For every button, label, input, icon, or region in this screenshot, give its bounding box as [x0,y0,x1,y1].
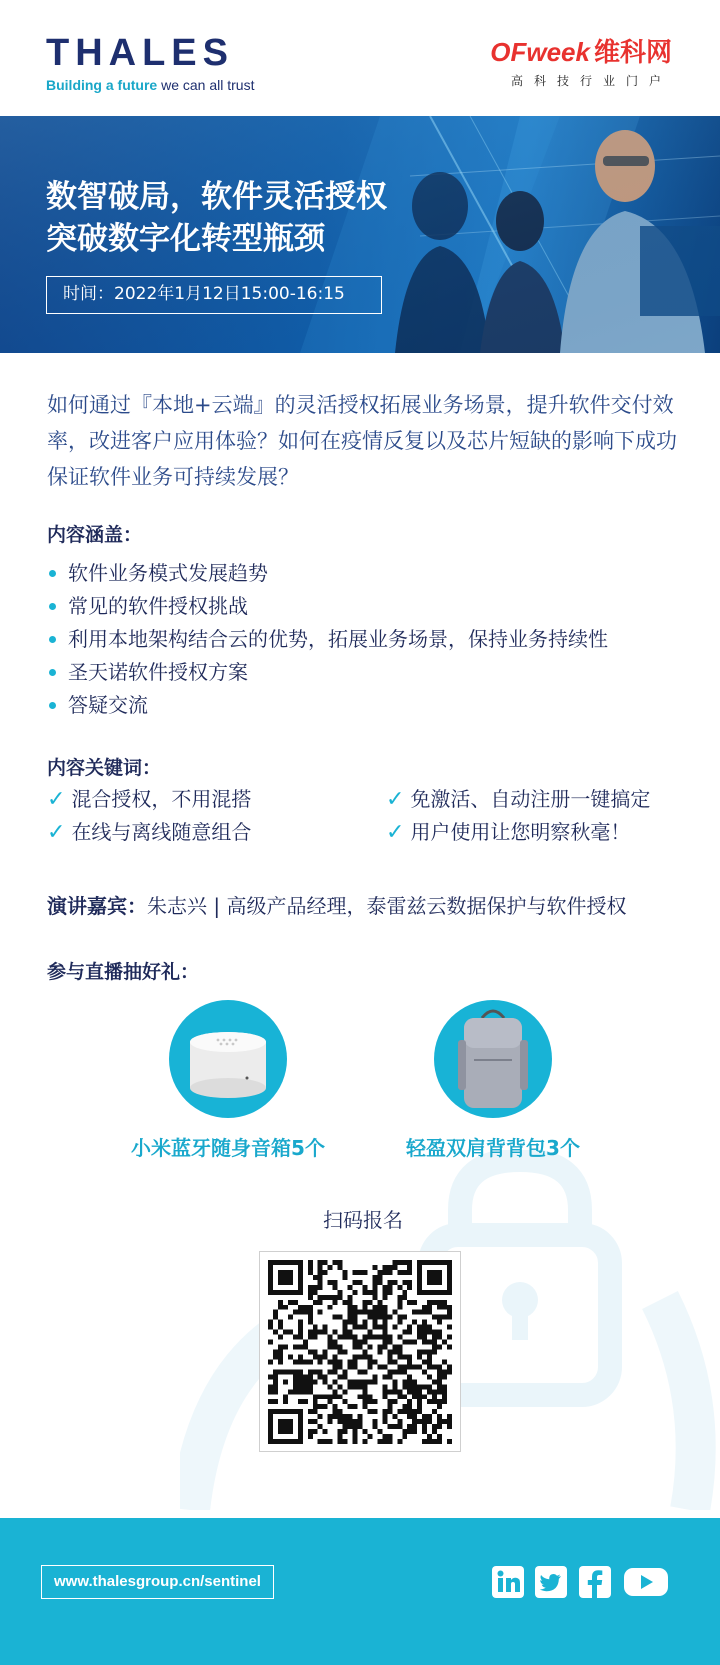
prize-speaker-label: 小米蓝牙随身音箱5个 [131,1136,325,1160]
list-item [47,623,608,656]
list-item-text: 圣天诺软件授权方案 [68,660,248,684]
event-title-line1: 数智破局，软件灵活授权 [46,179,387,215]
list-item-text: 软件业务模式发展趋势 [68,561,268,585]
speaker-info [47,890,626,919]
twitter-icon[interactable] [534,1565,568,1599]
ofweek-cn-name: 维科网 [593,37,672,67]
keyword-text: 免激活、自动注册一键搞定 [410,787,651,811]
list-item [47,590,608,623]
ofweek-subtitle: 高科技行业门户 [510,74,672,88]
intro-paragraph: 如何通过『本地+云端』的灵活授权拓展业务场景，提升软件交付效率，改进客户应用体验？如何在疫情反复以及芯片短缺的影响下成功保证软件业务可持续发展？ [47,393,677,489]
bullet-dot [49,702,56,709]
registration-qr-code[interactable] [259,1251,461,1452]
coverage-title: 内容涵盖： [47,524,143,546]
thales-logo [46,34,254,93]
thales-tagline [46,77,254,93]
keyword-item [47,816,251,849]
list-item [47,656,608,689]
keyword-text: 在线与离线随意组合 [71,820,252,844]
keyword-item [386,783,650,816]
list-item-text: 答疑交流 [68,693,148,717]
linkedin-icon[interactable] [491,1565,525,1599]
event-time: 时间：2022年1月12日15:00-16:15 [46,276,382,314]
list-item [47,557,608,590]
bullet-dot [49,669,56,676]
speaker-icon [169,1000,287,1118]
hero-banner [0,116,720,353]
list-item [47,689,608,722]
speaker-label: 演讲嘉宾： [47,894,147,918]
bullet-dot [49,570,56,577]
qr-code-icon [268,1260,452,1444]
check-icon: ✓ [386,787,405,812]
keyword-text: 用户使用让您明察秋毫！ [410,820,631,844]
youtube-icon[interactable] [623,1565,669,1599]
page-header [0,0,720,116]
qr-modules [268,1260,452,1444]
ofweek-brand [490,38,672,66]
speaker-value: 朱志兴 | 高级产品经理，泰雷兹云数据保护与软件授权 [147,894,627,918]
event-title-line2: 突破数字化转型瓶颈 [46,221,325,257]
tagline-rest: we can all trust [157,77,255,93]
prize-backpack-label: 轻盈双肩背背包3个 [406,1136,580,1160]
backpack-prize-image [434,1000,552,1118]
tagline-highlight: Building a future [46,77,158,93]
list-item-text: 常见的软件授权挑战 [68,594,248,618]
keyword-item [386,816,630,849]
ofweek-wordmark: OFweek [490,37,590,67]
thales-wordmark: THALES [46,32,234,74]
keyword-item [47,783,251,816]
check-icon: ✓ [47,787,66,812]
event-title [46,176,387,260]
check-icon: ✓ [47,820,66,845]
register-label: 扫码报名 [323,1208,403,1232]
coverage-list [47,557,608,722]
prizes-title: 参与直播抽好礼： [47,961,200,983]
keyword-text: 混合授权，不用混搭 [71,787,252,811]
website-link[interactable]: www.thalesgroup.cn/sentinel [41,1565,274,1599]
list-item-text: 利用本地架构结合云的优势，拓展业务场景，保持业务持续性 [68,627,608,651]
bullet-dot [49,636,56,643]
backpack-icon [434,1000,552,1118]
check-icon: ✓ [386,820,405,845]
speaker-prize-image [169,1000,287,1118]
bullet-dot [49,603,56,610]
ofweek-logo [490,38,672,89]
keywords-title: 内容关键词： [47,757,162,779]
page-footer [0,1518,720,1665]
facebook-icon[interactable] [578,1565,612,1599]
